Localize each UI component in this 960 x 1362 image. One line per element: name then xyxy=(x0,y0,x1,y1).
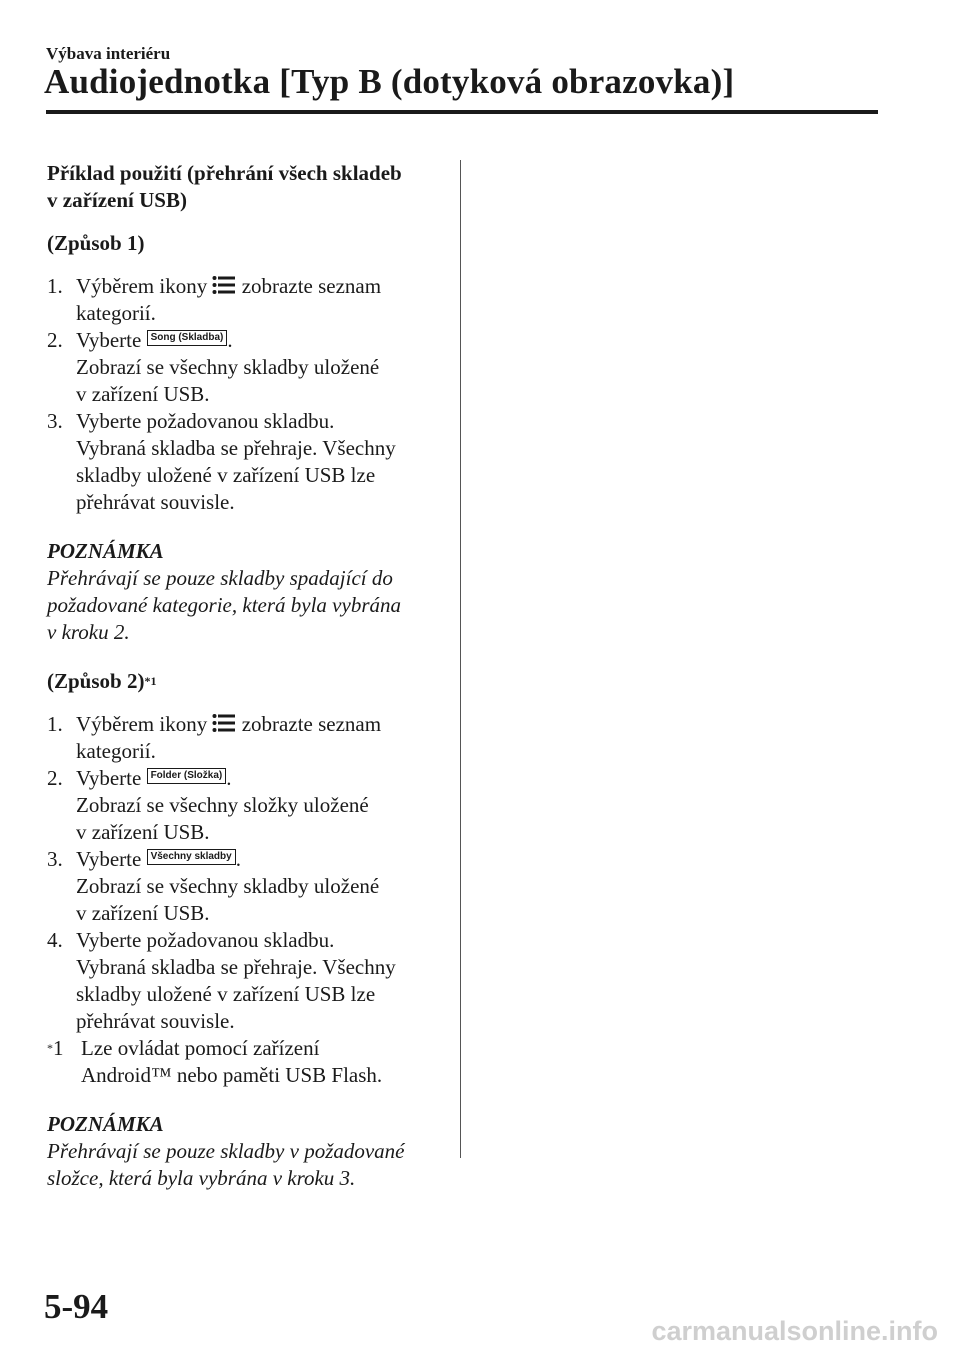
step-text: skladby uložené v zařízení USB lze xyxy=(76,982,376,1006)
title-rule xyxy=(46,110,878,114)
footnote-mark xyxy=(47,1035,64,1062)
step-text: zobrazte seznam xyxy=(241,274,382,298)
method-2-step-1 xyxy=(47,711,442,765)
note-title: POZNÁMKA xyxy=(47,1112,164,1136)
step-text: Zobrazí se všechny složky uložené xyxy=(76,793,369,817)
step-text: Vyberte xyxy=(76,766,142,790)
folder-button: Folder (Složka) xyxy=(147,768,227,784)
step-text: v zařízení USB. xyxy=(76,820,210,844)
left-column xyxy=(47,160,442,1192)
note-text xyxy=(47,1138,442,1192)
column-divider xyxy=(460,160,461,1158)
note-line: složce, která byla vybrána v kroku 3. xyxy=(47,1166,356,1190)
step-text: skladby uložené v zařízení USB lze xyxy=(76,463,376,487)
watermark: carmanualsonline.info xyxy=(651,1316,938,1346)
all-songs-button: Všechny skladby xyxy=(147,849,236,865)
step-number: 3. xyxy=(47,847,63,871)
note-title: POZNÁMKA xyxy=(47,539,164,563)
step-text: Vyberte xyxy=(76,328,142,352)
method-2-step-4 xyxy=(47,927,442,1035)
step-text: Zobrazí se všechny skladby uložené xyxy=(76,355,380,379)
footnote-line: Android™ nebo paměti USB Flash. xyxy=(81,1063,383,1087)
footnote-number: 1 xyxy=(53,1036,64,1060)
note-line: v kroku 2. xyxy=(47,620,130,644)
example-heading xyxy=(47,160,442,214)
step-text: kategorií. xyxy=(76,301,156,325)
method-1-step-3 xyxy=(47,408,442,516)
list-icon xyxy=(212,713,236,733)
step-number: 3. xyxy=(47,409,63,433)
note-text xyxy=(47,565,442,646)
step-number: 1. xyxy=(47,712,63,736)
step-text: přehrávat souvisle. xyxy=(76,490,235,514)
step-text: Vyberte požadovanou skladbu. xyxy=(76,409,335,433)
footnote-ref: *1 xyxy=(144,674,157,688)
note-line: požadované kategorie, která byla vybrána xyxy=(47,593,401,617)
step-text: kategorií. xyxy=(76,739,156,763)
method-2-title-text: (Způsob 2) xyxy=(47,669,145,693)
example-heading-line: v zařízení USB) xyxy=(47,188,187,212)
step-suffix: . xyxy=(235,847,241,871)
footnote-line: Lze ovládat pomocí zařízení xyxy=(81,1036,320,1060)
method-2-step-3 xyxy=(47,846,442,927)
footnote xyxy=(47,1035,442,1089)
footnote-asterisk: * xyxy=(47,1041,53,1055)
page-title: Audiojednotka [Typ B (dotyková obrazovka)] xyxy=(44,62,735,101)
step-text: v zařízení USB. xyxy=(76,901,210,925)
method-1-step-2 xyxy=(47,327,442,408)
step-text: Výběrem ikony xyxy=(76,274,208,298)
song-button: Song (Skladba) xyxy=(147,330,228,346)
step-text: Vybraná skladba se přehraje. Všechny xyxy=(76,955,396,979)
example-heading-line: Příklad použití (přehrání všech skladeb xyxy=(47,161,402,185)
step-text: Výběrem ikony xyxy=(76,712,208,736)
step-suffix: . xyxy=(226,766,232,790)
section-label: Výbava interiéru xyxy=(46,44,171,63)
step-number: 1. xyxy=(47,274,63,298)
step-number: 4. xyxy=(47,928,63,952)
step-suffix: . xyxy=(227,328,233,352)
note-line: Přehrávají se pouze skladby v požadované xyxy=(47,1139,405,1163)
step-text: zobrazte seznam xyxy=(241,712,382,736)
step-text: Vyberte xyxy=(76,847,142,871)
page-number: 5-94 xyxy=(44,1287,109,1326)
step-number: 2. xyxy=(47,766,63,790)
method-1-title: (Způsob 1) xyxy=(47,231,145,255)
method-1-step-1 xyxy=(47,273,442,327)
step-text: v zařízení USB. xyxy=(76,382,210,406)
step-text: Vyberte požadovanou skladbu. xyxy=(76,928,335,952)
step-text: přehrávat souvisle. xyxy=(76,1009,235,1033)
step-number: 2. xyxy=(47,328,63,352)
step-text: Vybraná skladba se přehraje. Všechny xyxy=(76,436,396,460)
method-2-title xyxy=(47,668,442,695)
step-text: Zobrazí se všechny skladby uložené xyxy=(76,874,380,898)
list-icon xyxy=(212,275,236,295)
note-line: Přehrávají se pouze skladby spadající do xyxy=(47,566,393,590)
method-2-step-2 xyxy=(47,765,442,846)
